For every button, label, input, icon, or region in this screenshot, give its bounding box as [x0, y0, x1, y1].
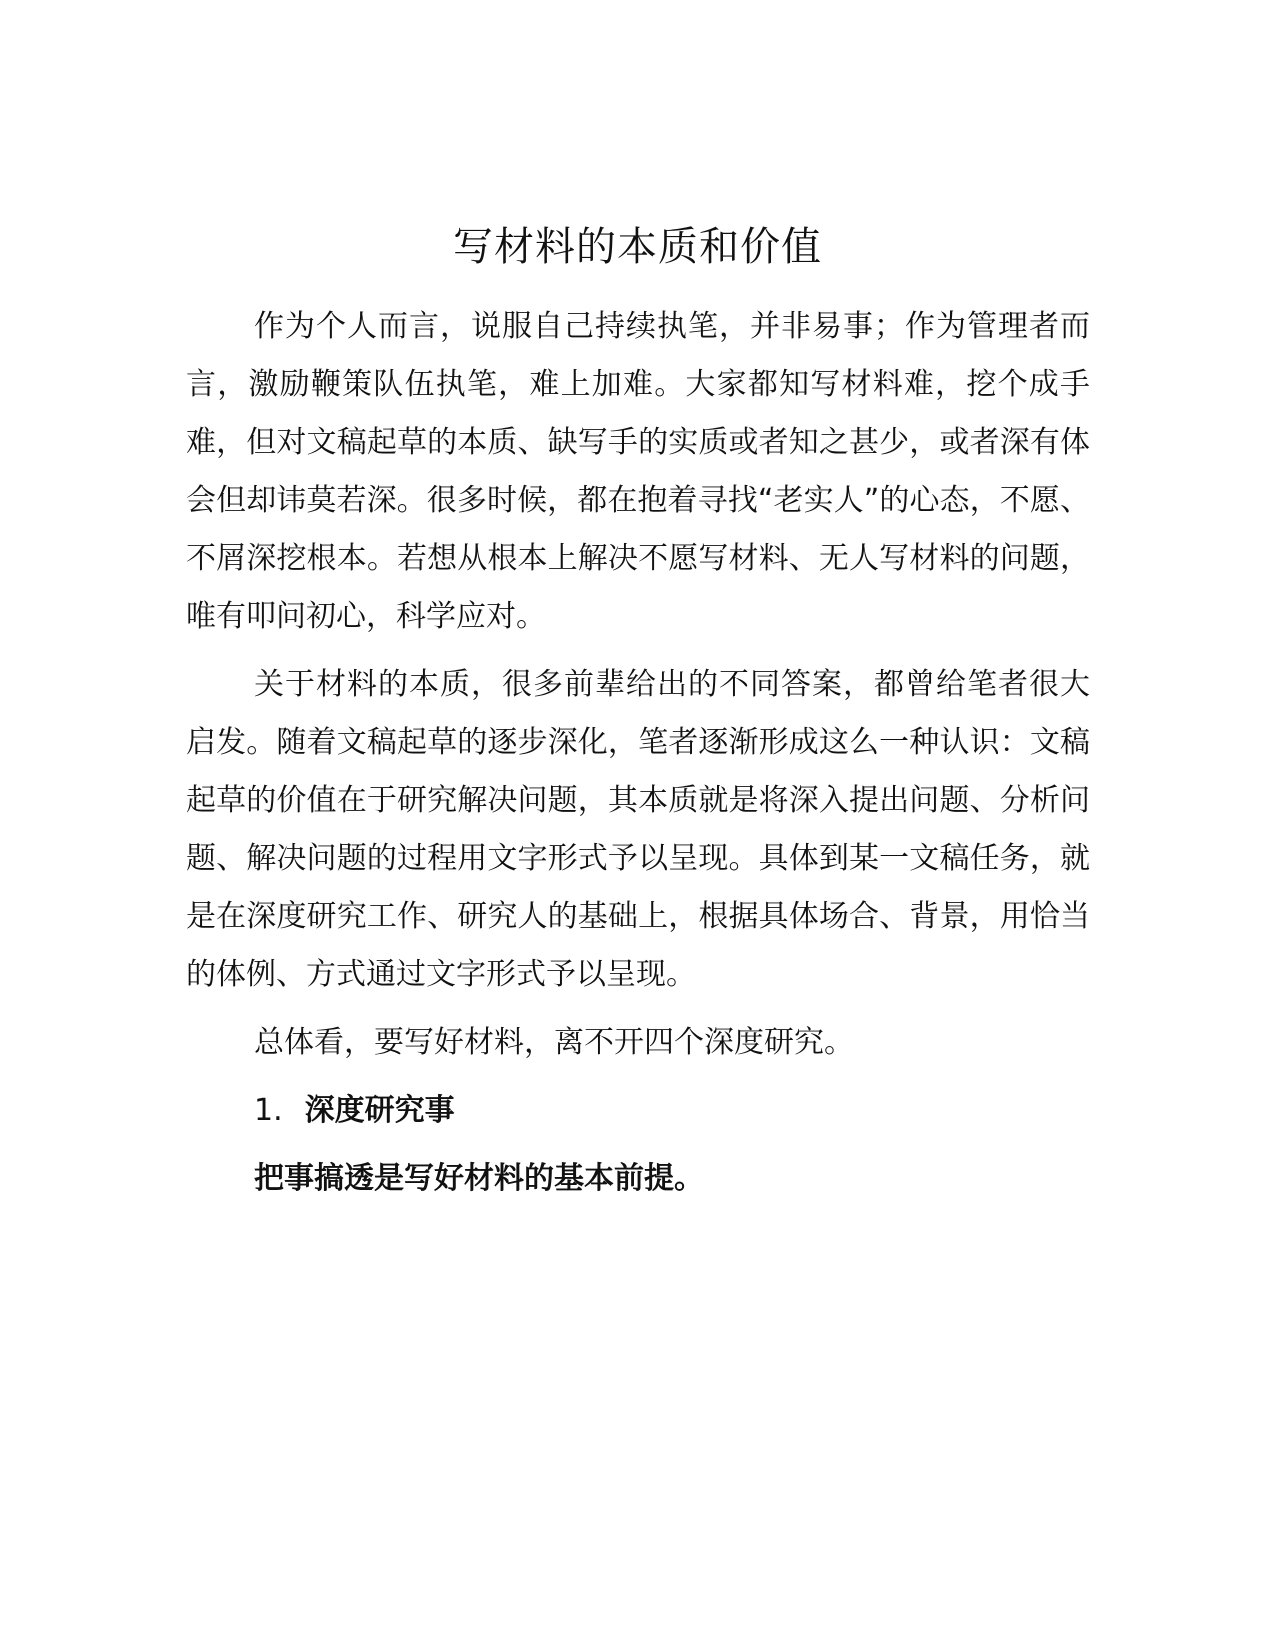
document-title: 写材料的本质和价值: [453, 224, 822, 270]
document-body: [186, 298, 1090, 1208]
paragraph-1: 作为个人而言，说服自己持续执笔，并非易事；作为管理者而言，激励鞭策队伍执笔，难上加难。大家都知写材料难，挖个成手难，但对文稿起草的本质、缺写手的实质或者知之甚少，或者深有体会但却讳莫若深。很多时候，都在抱着寻找“老实人”的心态，不愿、不屑深挖根本。若想从根本上解决不愿写材料、无人写材料的问题，唯有叩问初心，科学应对。: [186, 309, 1090, 634]
section-lead-sentence: 把事搞透是写好材料的基本前提。: [254, 1161, 704, 1196]
paragraph-2: 关于材料的本质，很多前辈给出的不同答案，都曾给笔者很大启发。随着文稿起草的逐步深化，笔者逐渐形成这么一种认识：文稿起草的价值在于研究解决问题，其本质就是将深入提出问题、分析问题、解决问题的过程用文字形式予以呈现。具体到某一文稿任务，就是在深度研究工作、研究人的基础上，根据具体场合、背景，用恰当的体例、方式通过文字形式予以呈现。: [186, 667, 1090, 992]
paragraph-3: 总体看，要写好材料，离不开四个深度研究。: [254, 1025, 854, 1060]
section-heading-1: [186, 1082, 1090, 1140]
section-number: 1.: [254, 1093, 283, 1128]
section-title: 深度研究事: [304, 1093, 455, 1128]
